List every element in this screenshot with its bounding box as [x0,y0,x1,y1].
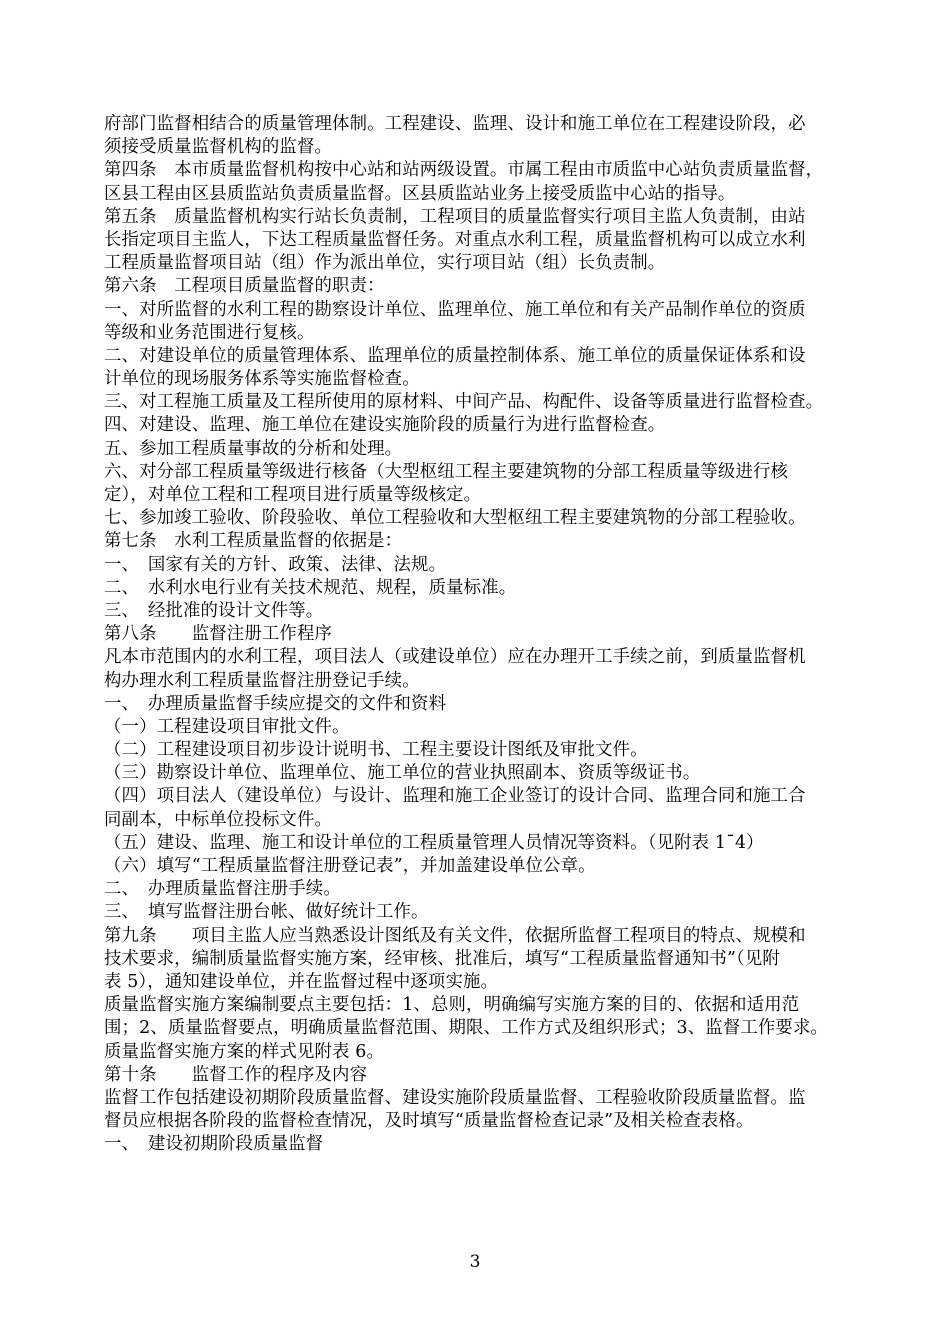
text-line: 一、 办理质量监督手续应提交的文件和资料 [104,693,447,714]
text-line: 第十条 监督工作的程序及内容 [104,1064,368,1085]
text-line: 七、参加竣工验收、阶段验收、单位工程验收和大型枢纽工程主要建筑物的分部工程验收。 [104,508,806,529]
text-line: （四）项目法人（建设单位）与设计、监理和施工企业签订的设计合同、监理合同和施工合 [104,786,806,807]
text-line: 三、 经批准的设计文件等。 [104,600,324,621]
text-line: 督员应根据各阶段的监督检查情况，及时填写“质量监督检查记录”及相关检查表格。 [104,1111,754,1132]
text-line: 三、 填写监督注册台帐、做好统计工作。 [104,902,429,923]
text-line: 围；2、质量监督要点，明确质量监督范围、期限、工作方式及组织形式；3、监督工作要求。 [104,1018,829,1039]
text-line: 工程质量监督项目站（组）作为派出单位，实行项目站（组）长负责制。 [104,253,666,274]
text-line: 第九条 项目主监人应当熟悉设计图纸及有关文件，依据所监督工程项目的特点、规模和 [104,925,806,946]
text-line: 凡本市范围内的水利工程，项目法人（或建设单位）应在办理开工手续之前，到质量监督机 [104,647,806,668]
text-line: 第五条 质量监督机构实行站长负责制，工程项目的质量监督实行项目主监人负责制，由站 [104,206,806,227]
page-number: 3 [469,1252,481,1272]
text-line: （五）建设、监理、施工和设计单位的工程质量管理人员情况等资料。（见附表 1¯4） [104,832,764,853]
text-line: 区县工程由区县质监站负责质量监督。区县质监站业务上接受质监中心站的指导。 [104,183,736,204]
text-line: 府部门监督相结合的质量管理体制。工程建设、监理、设计和施工单位在工程建设阶段，必 [104,114,806,134]
text-line: 表 5），通知建设单位，并在监督过程中逐项实施。 [104,971,499,992]
text-line: 同副本，中标单位投标文件。 [104,809,333,830]
text-line: 二、 水利水电行业有关技术规范、规程，质量标准。 [104,577,517,598]
text-line: 定），对单位工程和工程项目进行质量等级核定。 [104,485,482,505]
text-line: （三）勘察设计单位、监理单位、施工单位的营业执照副本、资质等级证书。 [104,763,701,784]
text-line: （六）填写“工程质量监督注册登记表”，并加盖建设单位公章。 [104,856,596,876]
text-line: （一）工程建设项目审批文件。 [104,716,350,737]
text-line: 二、 办理质量监督注册手续。 [104,879,341,900]
text-line: 长指定项目主监人，下达工程质量监督任务。对重点水利工程，质量监督机构可以成立水利 [104,229,806,250]
text-line: 一、 建设初期阶段质量监督 [104,1134,324,1155]
text-line: 三、对工程施工质量及工程所使用的原材料、中间产品、构配件、设备等质量进行监督检查。 [104,392,824,413]
text-line: （二）工程建设项目初步设计说明书、工程主要设计图纸及审批文件。 [104,740,648,761]
text-line: 技术要求，编制质量监督实施方案，经审核、批准后，填写“工程质量监督通知书”（见附 [104,948,780,969]
text-line: 计单位的现场服务体系等实施监督检查。 [104,369,420,390]
text-line: 第八条 监督注册工作程序 [104,624,333,645]
text-line: 六、对分部工程质量等级进行核备（大型枢纽工程主要建筑物的分部工程质量等级进行核 [104,461,789,482]
text-line: 第六条 工程项目质量监督的职责： [104,276,385,297]
text-line: 四、对建设、监理、施工单位在建设实施阶段的质量行为进行监督检查。 [104,415,666,436]
text-line: 质量监督实施方案的样式见附表 6。 [104,1041,385,1062]
text-line: 监督工作包括建设初期阶段质量监督、建设实施阶段质量监督、工程验收阶段质量监督。监 [104,1087,806,1108]
document-body [104,113,884,1156]
text-line: 第四条 本市质量监督机构按中心站和站两级设置。市属工程由市质监中心站负责质量监督， [104,160,824,181]
text-line: 质量监督实施方案编制要点主要包括：1、总则，明确编写实施方案的目的、依据和适用范 [104,995,800,1016]
text-line: 一、 国家有关的方针、政策、法律、法规。 [104,554,447,575]
text-line: 五、参加工程质量事故的分析和处理。 [104,438,403,459]
text-line: 二、对建设单位的质量管理体系、监理单位的质量控制体系、施工单位的质量保证体系和设 [104,345,806,366]
text-line: 一、对所监督的水利工程的勘察设计单位、监理单位、施工单位和有关产品制作单位的资质 [104,299,806,320]
text-line: 须接受质量监督机构的监督。 [104,137,333,158]
text-line: 等级和业务范围进行复核。 [104,322,315,343]
text-line: 第七条 水利工程质量监督的依据是： [104,531,403,552]
text-line: 构办理水利工程质量监督注册登记手续。 [104,670,420,691]
